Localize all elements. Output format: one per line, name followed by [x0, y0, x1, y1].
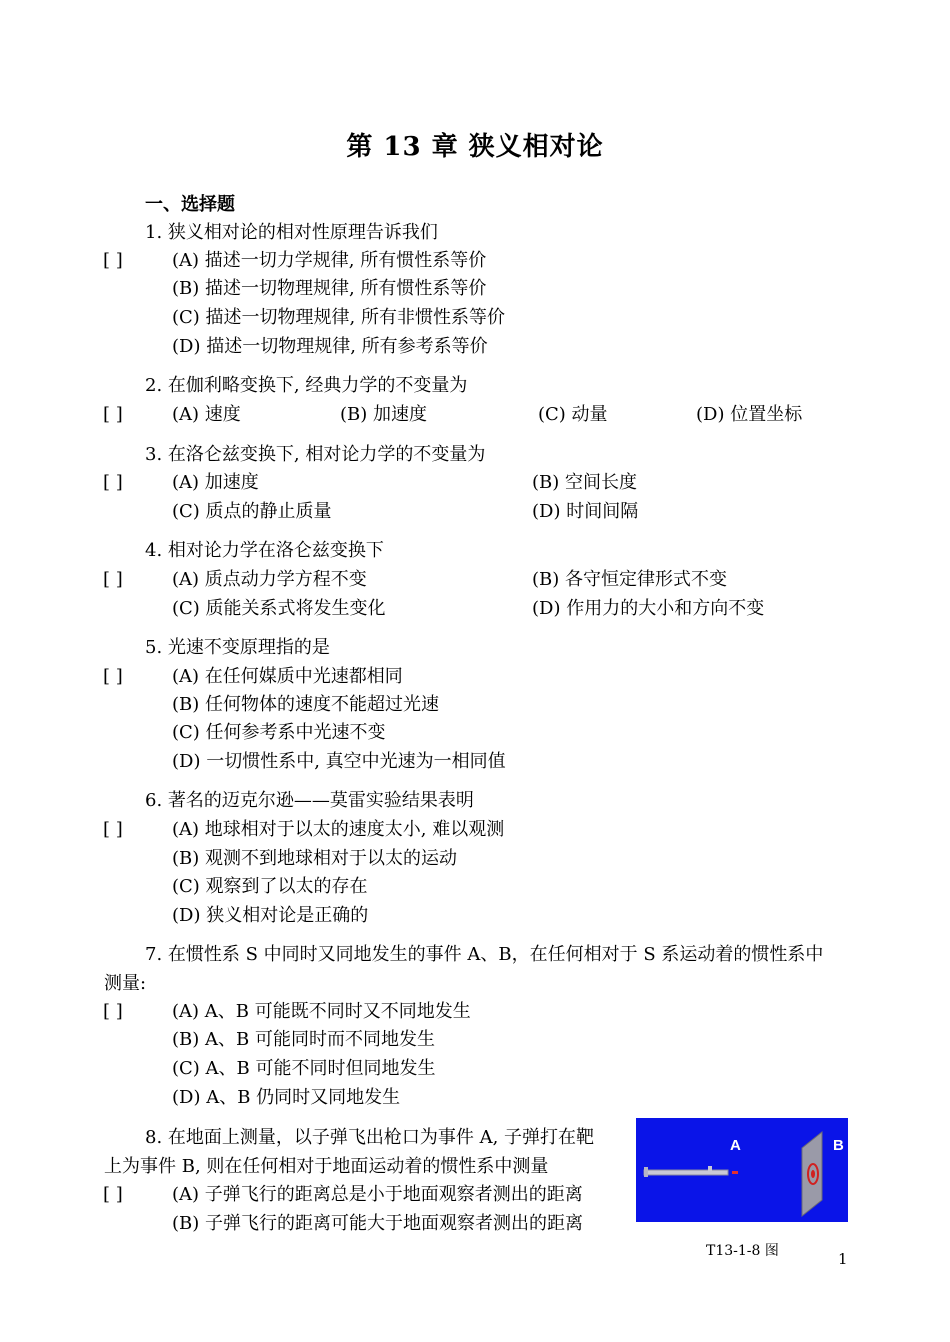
question-4-stem: 4. 相对论力学在洛仑兹变换下	[145, 540, 384, 561]
bullet-icon	[732, 1171, 738, 1174]
q6-option-b: (B) 观测不到地球相对于以太的运动	[172, 848, 457, 869]
answer-bracket-8[interactable]: [ ]	[103, 1184, 123, 1205]
q4-option-d: (D) 作用力的大小和方向不变	[532, 598, 765, 619]
q7-option-a: (A) A、B 可能既不同时又不同地发生	[172, 1001, 471, 1022]
q5-option-a: (A) 在任何媒质中光速都相同	[172, 666, 403, 687]
q5-option-d: (D) 一切惯性系中, 真空中光速为一相同值	[172, 751, 506, 772]
q7-option-b: (B) A、B 可能同时而不同地发生	[172, 1029, 435, 1050]
q2-option-c: (C) 动量	[538, 404, 608, 425]
q2-option-d: (D) 位置坐标	[696, 404, 803, 425]
question-7-stem: 7. 在惯性系 S 中同时又同地发生的事件 A、B，在任何相对于 S 系运动着的惯性系中	[145, 944, 824, 965]
q1-option-b: (B) 描述一切物理规律, 所有惯性系等价	[172, 278, 487, 299]
q4-option-a: (A) 质点动力学方程不变	[172, 569, 367, 590]
question-7-stem-cont: 测量:	[104, 973, 147, 994]
q1-option-a: (A) 描述一切力学规律, 所有惯性系等价	[172, 250, 487, 271]
q3-option-b: (B) 空间长度	[532, 472, 637, 493]
q3-option-c: (C) 质点的静止质量	[172, 501, 332, 522]
bullet-target-figure	[636, 1118, 848, 1222]
answer-bracket-6[interactable]: [ ]	[103, 819, 123, 840]
q1-option-d: (D) 描述一切物理规律, 所有参考系等价	[172, 336, 488, 357]
q6-option-d: (D) 狭义相对论是正确的	[172, 905, 369, 926]
q6-option-a: (A) 地球相对于以太的速度太小, 难以观测	[172, 819, 505, 840]
figure-label-a: A	[730, 1137, 741, 1154]
q3-option-d: (D) 时间间隔	[532, 501, 639, 522]
answer-bracket-5[interactable]: [ ]	[103, 666, 123, 687]
page-title: 第 13 章 狭义相对论	[346, 132, 604, 162]
answer-bracket-3[interactable]: [ ]	[103, 472, 123, 493]
q4-option-b: (B) 各守恒定律形式不变	[532, 569, 727, 590]
question-8-stem: 8. 在地面上测量，以子弹飞出枪口为事件 A, 子弹打在靶	[145, 1127, 595, 1148]
q2-option-a: (A) 速度	[172, 404, 241, 425]
gun-barrel-icon	[644, 1170, 728, 1175]
question-3-stem: 3. 在洛仑兹变换下, 相对论力学的不变量为	[145, 444, 486, 465]
q4-option-c: (C) 质能关系式将发生变化	[172, 598, 386, 619]
answer-bracket-2[interactable]: [ ]	[103, 404, 123, 425]
q7-option-c: (C) A、B 可能不同时但同地发生	[172, 1058, 436, 1079]
answer-bracket-7[interactable]: [ ]	[103, 1001, 123, 1022]
question-8-stem-cont: 上为事件 B, 则在任何相对于地面运动着的惯性系中测量	[104, 1156, 549, 1177]
q8-option-a: (A) 子弹飞行的距离总是小于地面观察者测出的距离	[172, 1184, 583, 1205]
q1-option-c: (C) 描述一切物理规律, 所有非惯性系等价	[172, 307, 505, 328]
figure-caption: T13-1-8 图	[706, 1243, 779, 1259]
section-heading: 一、选择题	[145, 194, 235, 215]
answer-bracket-1[interactable]: [ ]	[103, 250, 123, 271]
q5-option-c: (C) 任何参考系中光速不变	[172, 722, 386, 743]
question-1-stem: 1. 狭义相对论的相对性原理告诉我们	[145, 222, 438, 243]
answer-bracket-4[interactable]: [ ]	[103, 569, 123, 590]
q5-option-b: (B) 任何物体的速度不能超过光速	[172, 694, 439, 715]
question-6-stem: 6. 著名的迈克尔逊——莫雷实验结果表明	[145, 790, 474, 811]
figure-label-b: B	[833, 1137, 844, 1154]
q8-option-b: (B) 子弹飞行的距离可能大于地面观察者测出的距离	[172, 1213, 583, 1234]
question-5-stem: 5. 光速不变原理指的是	[145, 637, 330, 658]
question-2-stem: 2. 在伽利略变换下, 经典力学的不变量为	[145, 375, 468, 396]
q6-option-c: (C) 观察到了以太的存在	[172, 876, 368, 897]
q3-option-a: (A) 加速度	[172, 472, 259, 493]
q7-option-d: (D) A、B 仍同时又同地发生	[172, 1087, 401, 1108]
q2-option-b: (B) 加速度	[340, 404, 427, 425]
page-number: 1	[838, 1250, 848, 1268]
